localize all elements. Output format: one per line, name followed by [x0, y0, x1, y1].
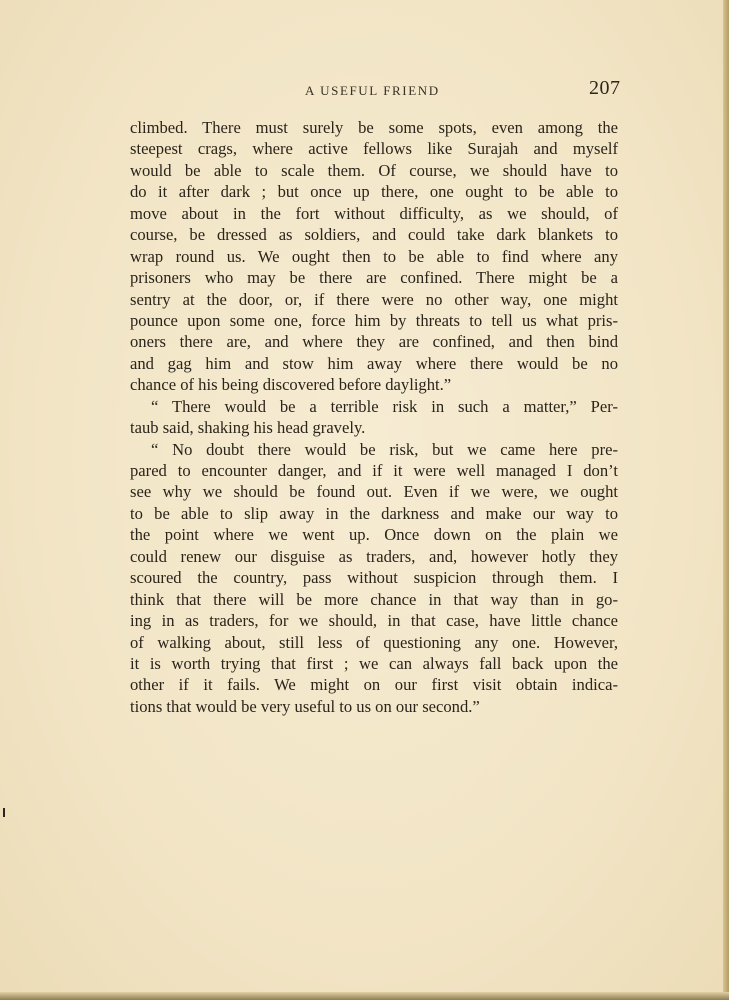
- margin-mark: [3, 808, 5, 817]
- text-line: oners there are, and where they are confined, and then bind: [130, 332, 618, 352]
- text-line: move about in the fort without difficulty, as we should, of: [130, 203, 618, 223]
- text-line: think that there will be more chance in that way than in go-: [130, 589, 618, 609]
- text-line: prisoners who may be there are confined. There might be a: [130, 268, 618, 288]
- page-number: 207: [589, 77, 621, 99]
- body-text: [130, 117, 618, 717]
- text-line: chance of his being discovered before daylight.”: [130, 375, 452, 395]
- page-edge-shadow: [723, 0, 729, 1000]
- text-line: “ There would be a terrible risk in such a matter,” Per-: [151, 396, 618, 416]
- text-line: see why we should be found out. Even if we were, we ought: [130, 482, 618, 502]
- text-line: steepest crags, where active fellows like Surajah and myself: [130, 139, 618, 159]
- text-line: ing in as traders, for we should, in that case, have little chance: [130, 611, 618, 631]
- text-line: do it after dark ; but once up there, one ought to be able to: [130, 182, 618, 202]
- text-line: could renew our disguise as traders, and, however hotly they: [130, 546, 618, 566]
- text-line: it is worth trying that first ; we can always fall back upon the: [130, 653, 618, 673]
- text-line: tions that would be very useful to us on our second.”: [130, 696, 480, 716]
- text-line: would be able to scale them. Of course, we should have to: [130, 160, 618, 180]
- running-head: A USEFUL FRIEND: [305, 83, 440, 98]
- text-line: course, be dressed as soldiers, and could take dark blankets to: [130, 225, 618, 245]
- text-line: scoured the country, pass without suspicion through them. I: [130, 568, 618, 588]
- text-line: of walking about, still less of questioning any one. However,: [130, 632, 618, 652]
- text-line: and gag him and stow him away where there would be no: [130, 353, 618, 373]
- text-line: wrap round us. We ought then to be able to find where any: [130, 246, 618, 266]
- text-line: the point where we went up. Once down on the plain we: [130, 525, 618, 545]
- text-line: sentry at the door, or, if there were no other way, one might: [130, 289, 618, 309]
- text-line: pared to encounter danger, and if it were well managed I don’t: [130, 461, 618, 480]
- text-line: taub said, shaking his head gravely.: [130, 418, 366, 438]
- page-bottom-edge: [0, 992, 729, 1000]
- text-line: climbed. There must surely be some spots, even among the: [130, 118, 618, 137]
- text-line: other if it fails. We might on our first visit obtain indica-: [130, 675, 618, 695]
- text-line: pounce upon some one, force him by threats to tell us what pris-: [130, 310, 618, 330]
- text-line: “ No doubt there would be risk, but we came here pre-: [151, 439, 618, 459]
- text-line: to be able to slip away in the darkness and make our way to: [130, 503, 618, 523]
